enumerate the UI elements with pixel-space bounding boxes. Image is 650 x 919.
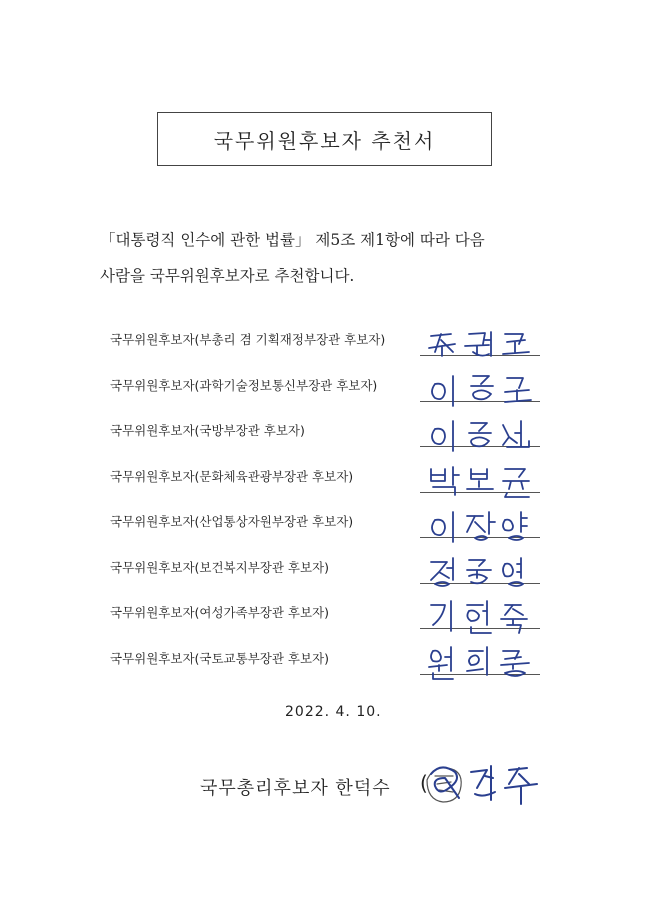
nominee-label: 국무위원후보자(문화체육관광부장관 후보자) — [110, 468, 354, 484]
nominee-row — [110, 322, 570, 368]
nominee-row — [110, 504, 570, 550]
nominee-row — [110, 368, 570, 414]
prime-minister-signature — [425, 758, 565, 813]
nominee-signature — [425, 504, 545, 544]
nominee-row — [110, 413, 570, 459]
nominee-label: 국무위원후보자(국토교통부장관 후보자) — [110, 650, 330, 666]
intro-line-1: 「대통령직 인수에 관한 법률」 제5조 제1항에 따라 다음 — [100, 231, 485, 249]
nominee-list — [110, 322, 570, 686]
nominee-label: 국무위원후보자(부총리 겸 기획재정부장관 후보자) — [110, 332, 386, 347]
nominee-label: 국무위원후보자(여성가족부장관 후보자) — [110, 605, 330, 620]
nominee-row — [110, 550, 570, 596]
nominee-label: 국무위원후보자(과학기술정보통신부장관 후보자) — [110, 377, 378, 393]
nominee-label: 국무위원후보자(국방부장관 후보자) — [110, 423, 305, 438]
nominee-signature — [425, 641, 545, 681]
intro-line-2: 사람을 국무위원후보자로 추천합니다. — [100, 267, 355, 285]
prime-minister-nominee-label: 국무총리후보자 한덕수 — [200, 778, 391, 799]
nominee-signature — [425, 322, 545, 362]
nominee-row — [110, 595, 570, 641]
signature-paren: ( — [420, 771, 428, 795]
nominee-signature — [425, 413, 545, 453]
nominee-signature — [425, 368, 545, 408]
nominee-signature — [425, 459, 545, 499]
nominee-row — [110, 641, 570, 687]
intro-paragraph — [100, 222, 560, 294]
document-title: 국무위원후보자 추천서 — [213, 128, 436, 153]
nominee-label: 국무위원후보자(보건복지부장관 후보자) — [110, 559, 330, 575]
document-title-box — [157, 112, 492, 166]
nominee-row — [110, 459, 570, 505]
nominee-signature — [425, 550, 545, 590]
nominee-signature — [425, 595, 545, 635]
nominee-label: 국무위원후보자(산업통상자원부장관 후보자) — [110, 514, 354, 529]
document-date: 2022. 4. 10. — [285, 704, 382, 720]
